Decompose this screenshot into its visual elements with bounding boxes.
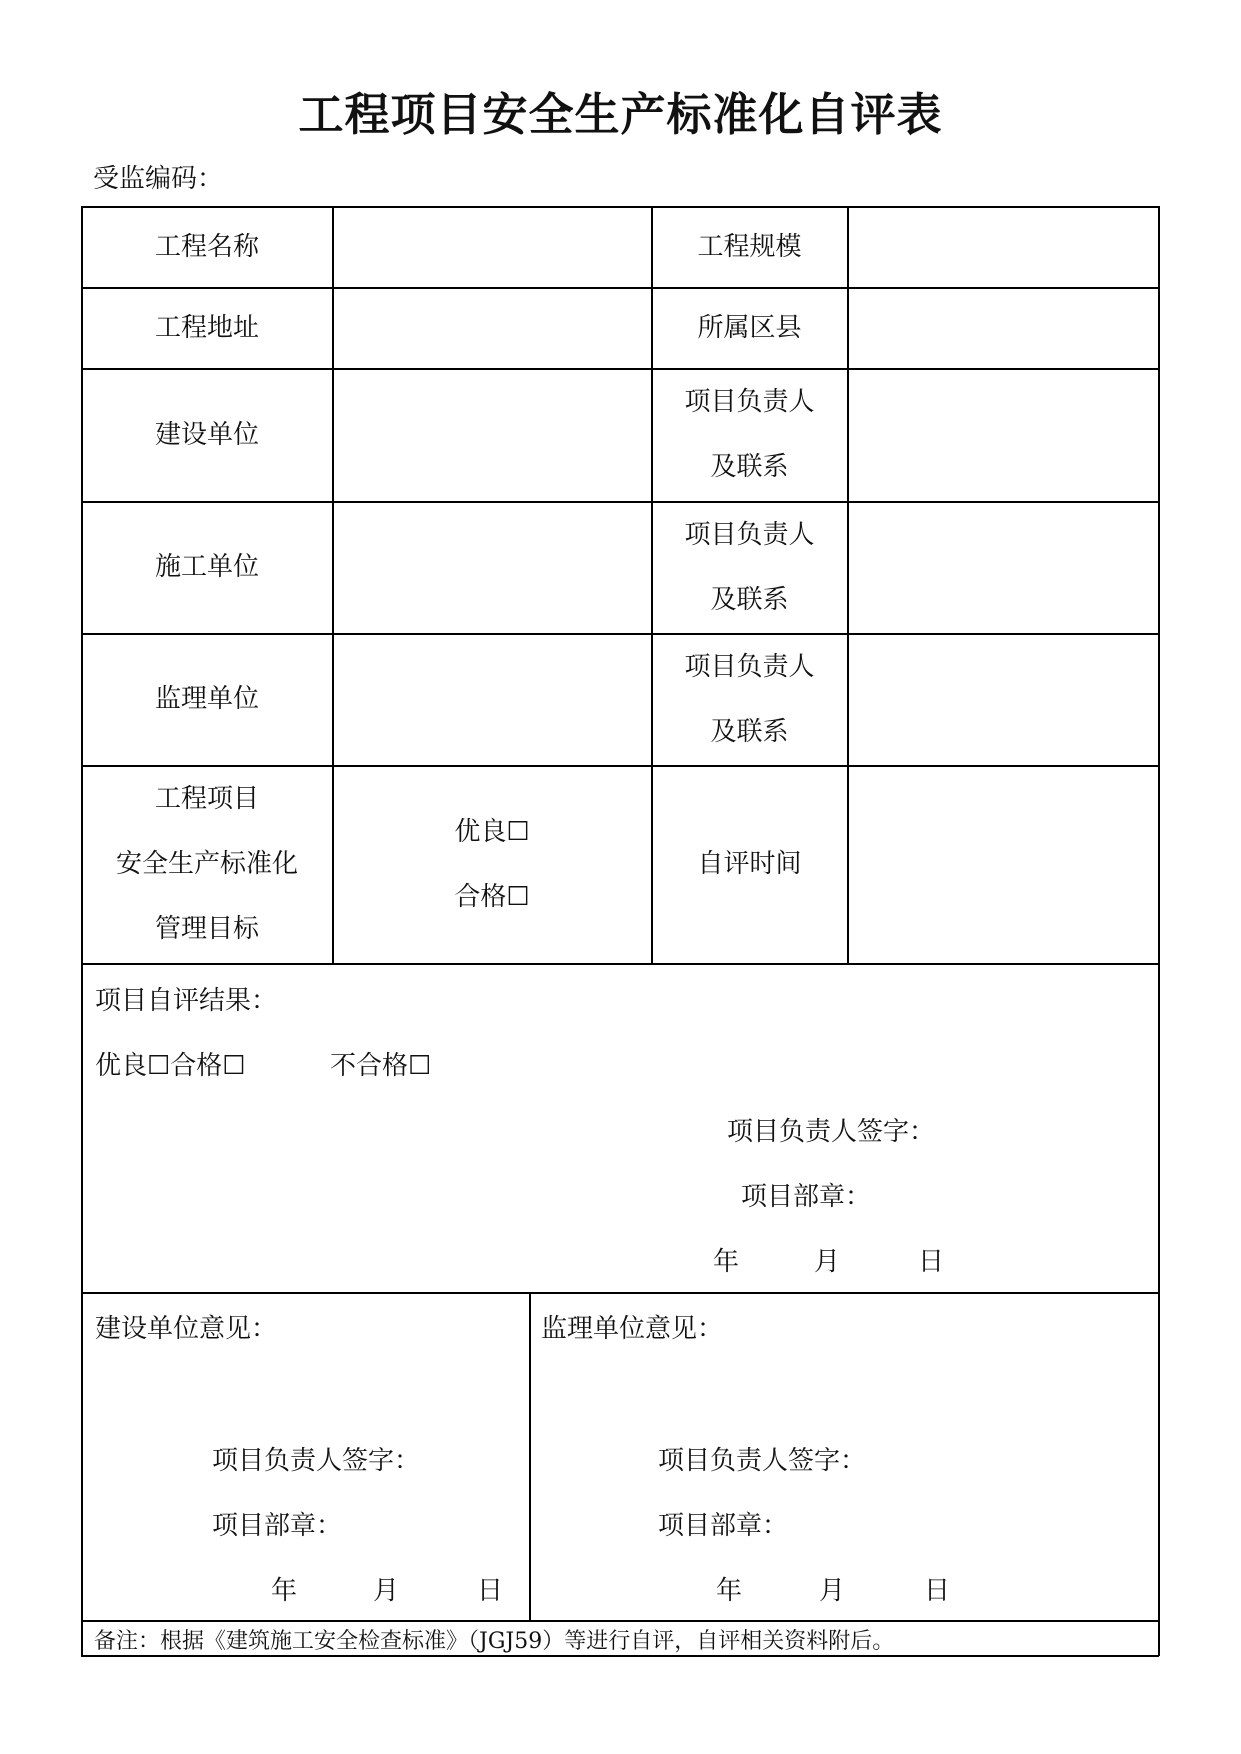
- construction-contact-label: 项目负责人 及联系: [684, 387, 815, 482]
- contractor-contact-label: 项目负责人 及联系: [684, 519, 815, 615]
- project-scale-field[interactable]: [848, 207, 1158, 287]
- district-label: 所属区县: [697, 312, 802, 343]
- supervision-contact-label: 项目负责人 及联系: [684, 651, 815, 747]
- construction-contact-field[interactable]: [848, 369, 1158, 501]
- qualified-checkbox[interactable]: 合格☐: [454, 881, 530, 912]
- self-eval-signature-label: 项目负责人签字：: [727, 1117, 936, 1147]
- contractor-unit-field[interactable]: [333, 502, 651, 633]
- district-field[interactable]: [848, 288, 1158, 368]
- self-eval-stamp-label: 项目部章：: [741, 1182, 872, 1212]
- contractor-contact-field[interactable]: [848, 502, 1158, 633]
- excellent-checkbox[interactable]: 优良☐: [454, 816, 530, 847]
- self-eval-day: 日: [918, 1247, 945, 1277]
- builder-year: 年: [271, 1576, 298, 1606]
- management-target-label: 工程项目 安全生产标准化 管理目标: [115, 784, 298, 944]
- page-title: 工程项目安全生产标准化自评表: [298, 88, 943, 141]
- self-eval-time-field[interactable]: [848, 766, 1158, 963]
- project-address-label: 工程地址: [154, 312, 259, 343]
- supervisor-signature-label: 项目负责人签字：: [658, 1446, 867, 1476]
- supervisor-opinion-heading: 监理单位意见：: [541, 1314, 724, 1344]
- builder-opinion-heading: 建设单位意见：: [95, 1314, 278, 1344]
- supervisor-month: 月: [819, 1576, 846, 1606]
- self-eval-year: 年: [713, 1247, 740, 1277]
- builder-day: 日: [477, 1576, 504, 1606]
- supervisor-stamp-label: 项目部章：: [658, 1511, 789, 1541]
- supervision-unit-field[interactable]: [333, 634, 651, 765]
- builder-stamp-label: 项目部章：: [212, 1511, 343, 1541]
- construction-unit-label: 建设单位: [154, 419, 259, 450]
- project-name-field[interactable]: [333, 207, 651, 287]
- self-eval-heading: 项目自评结果：: [95, 986, 278, 1016]
- project-scale-label: 工程规模: [697, 231, 802, 262]
- supervisor-year: 年: [716, 1576, 743, 1606]
- project-name-label: 工程名称: [154, 231, 259, 262]
- project-address-field[interactable]: [333, 288, 651, 368]
- supervisor-day: 日: [924, 1576, 951, 1606]
- supervision-unit-label: 监理单位: [154, 684, 259, 714]
- self-eval-fail-option[interactable]: 不合格☐: [330, 1051, 432, 1081]
- builder-month: 月: [373, 1576, 400, 1606]
- supervision-code-label: 受监编码：: [93, 164, 224, 194]
- footnote: 备注：根据《建筑施工安全检查标准》（JGJ59）等进行自评，自评相关资料附后。: [94, 1629, 895, 1654]
- contractor-unit-label: 施工单位: [154, 552, 259, 582]
- management-target-options: [333, 766, 651, 963]
- self-eval-month: 月: [814, 1247, 841, 1277]
- self-eval-pass-options[interactable]: 优良☐合格☐: [95, 1051, 246, 1081]
- construction-unit-field[interactable]: [333, 369, 651, 501]
- builder-signature-label: 项目负责人签字：: [212, 1446, 421, 1476]
- self-eval-time-label: 自评时间: [697, 849, 802, 879]
- supervision-contact-field[interactable]: [848, 634, 1158, 765]
